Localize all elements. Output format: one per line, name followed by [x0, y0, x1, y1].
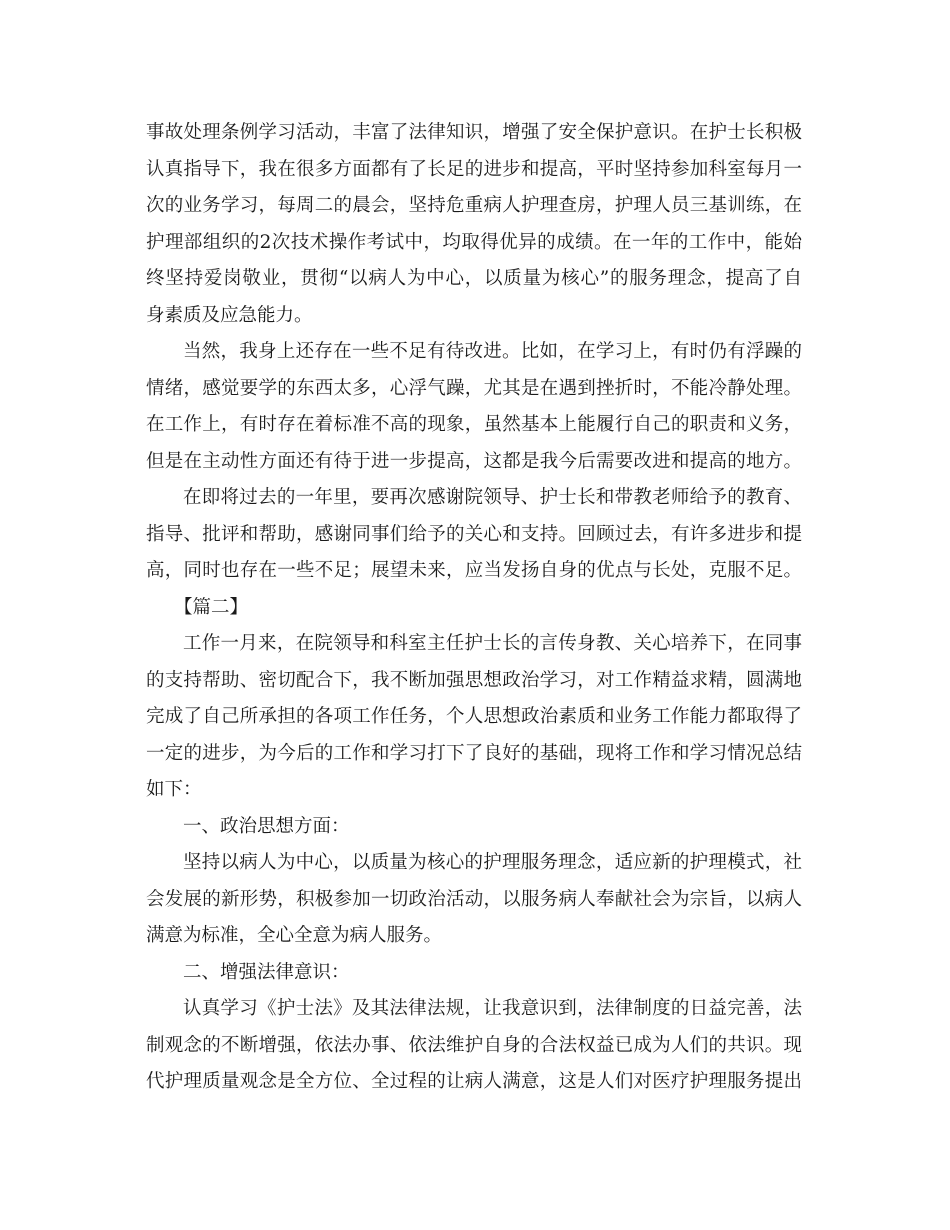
text-line: 高，同时也存在一些不足；展望未来，应当发扬自身的优点与长处，克服不足。 [146, 560, 802, 581]
text-line: 如下： [146, 779, 202, 800]
section-heading: 【篇二】 [174, 596, 249, 618]
text-line: 情绪，感觉要学的东西太多，心浮气躁，尤其是在遇到挫折时，不能冷静处理。 [146, 377, 802, 399]
document-body [146, 115, 802, 1101]
text-line: 次的业务学习，每周二的晨会，坚持危重病人护理查房，护理人员三基训练，在 [146, 195, 802, 216]
paragraph-first-line: 当然，我身上还存在一些不足有待改进。比如，在学习上，有时仍有浮躁的 [183, 341, 802, 362]
text-line: 完成了自己所承担的各项工作任务，个人思想政治素质和业务工作能力都取得了 [146, 706, 802, 727]
paragraph-first-line: 认真学习《护士法》及其法律法规，让我意识到，法律制度的日益完善，法 [183, 998, 802, 1019]
subsection-heading: 一、政治思想方面： [183, 815, 350, 837]
paragraph-first-line: 坚持以病人为中心，以质量为核心的护理服务理念，适应新的护理模式，社 [183, 852, 802, 873]
paragraph-first-line: 在即将过去的一年里，要再次感谢院领导、护士长和带教老师给予的教育、 [183, 487, 802, 508]
text-line: 指导、批评和帮助，感谢同事们给予的关心和支持。回顾过去，有许多进步和提 [146, 523, 802, 545]
text-line: 一定的进步，为今后的工作和学习打下了良好的基础，现将工作和学习情况总结 [146, 742, 802, 764]
text-line: 身素质及应急能力。 [146, 304, 313, 326]
text-line: 会发展的新形势，积极参加一切政治活动，以服务病人奉献社会为宗旨，以病人 [146, 888, 802, 910]
text-line: 事故处理条例学习活动，丰富了法律知识，增强了安全保护意识。在护士长积极 [146, 122, 802, 143]
text-line: 制观念的不断增强，依法办事、依法维护自身的合法权益已成为人们的共识。现 [146, 1034, 802, 1056]
text-line: 认真指导下，我在很多方面都有了长足的进步和提高，平时坚持参加科室每月一 [146, 158, 802, 180]
text-line: 但是在主动性方面还有待于进一步提高，这都是我今后需要改进和提高的地方。 [146, 450, 802, 472]
text-line: 代护理质量观念是全方位、全过程的让病人满意，这是人们对医疗护理服务提出 [146, 1071, 802, 1092]
text-line: 在工作上，有时存在着标准不高的现象，虽然基本上能履行自己的职责和义务， [146, 414, 802, 435]
paragraph-first-line: 工作一月来，在院领导和科室主任护士长的言传身教、关心培养下，在同事 [183, 633, 802, 654]
text-line: 的支持帮助、密切配合下，我不断加强思想政治学习，对工作精益求精，圆满地 [146, 669, 802, 691]
text-line: 护理部组织的2次技术操作考试中，均取得优异的成绩。在一年的工作中，能始 [146, 231, 802, 253]
text-line: 终坚持爱岗敬业，贯彻“以病人为中心，以质量为核心”的服务理念，提高了自 [146, 268, 802, 289]
subsection-heading: 二、增强法律意识： [183, 961, 350, 983]
text-line: 满意为标准，全心全意为病人服务。 [146, 925, 443, 946]
